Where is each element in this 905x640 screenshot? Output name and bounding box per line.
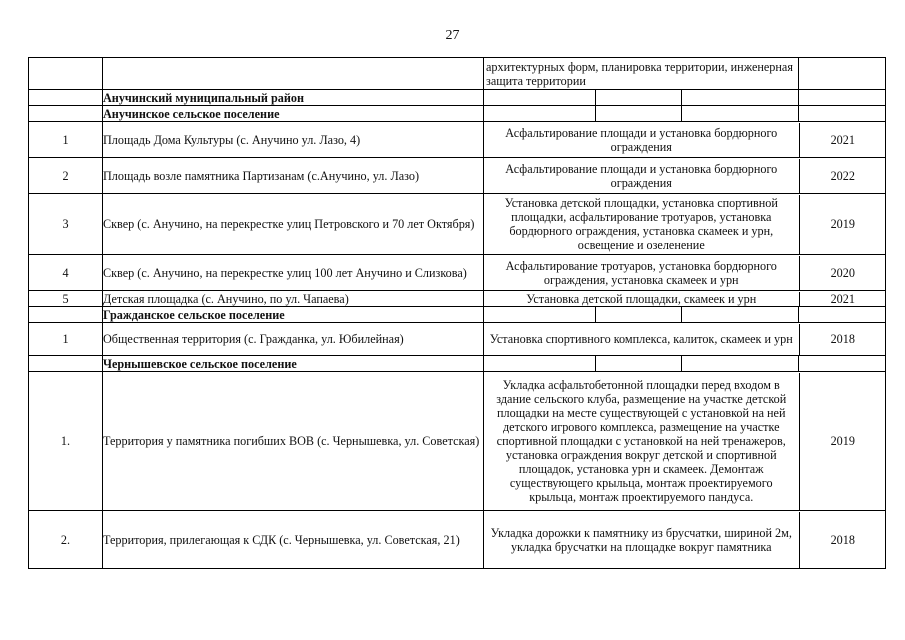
row-number: 2 xyxy=(29,158,103,194)
page-number: 27 xyxy=(445,28,460,43)
settlement-header-row xyxy=(29,307,886,323)
object-name: Общественная территория (с. Гражданка, ул. Юбилейная) xyxy=(103,323,484,356)
object-cell xyxy=(103,58,484,90)
district-title: Анучинский муниципальный район xyxy=(103,90,484,106)
table-row xyxy=(29,255,886,291)
work-cell: архитектурных форм, планировка территории, инженерная защита территории xyxy=(484,58,799,90)
table-row xyxy=(29,291,886,307)
year-value: 2018 xyxy=(830,332,855,346)
year-value: 2019 xyxy=(830,434,855,448)
work-description: Установка детской площадки, установка спортивной площадки, асфальтирование тротуаров, установка бордюрного ограждения, установка скамеек и урн, освещение и озеленение xyxy=(484,195,799,254)
table-row xyxy=(29,511,886,569)
year-value: 2018 xyxy=(830,532,855,547)
work-description: Укладка дорожки к памятнику из брусчатки, шириной 2м, укладка брусчатки на площадке вокруг памятника xyxy=(484,512,799,568)
row-number: 5 xyxy=(29,291,103,307)
row-number: 3 xyxy=(29,194,103,255)
settlement-header-row xyxy=(29,356,886,372)
table-row xyxy=(29,122,886,158)
improvement-objects-table xyxy=(28,57,886,569)
object-name: Детская площадка (с. Анучино, по ул. Чапаева) xyxy=(103,291,484,307)
continuation-row xyxy=(29,58,886,90)
year-value: 2022 xyxy=(830,168,855,183)
row-number: 2. xyxy=(29,511,103,569)
table-row xyxy=(29,323,886,356)
object-name: Площадь возле памятника Партизанам (с.Анучино, ул. Лазо) xyxy=(103,158,484,194)
district-header-row xyxy=(29,90,886,106)
work-description: Установка детской площадки, скамеек и урн xyxy=(484,292,799,306)
table-row xyxy=(29,194,886,255)
year-value: 2020 xyxy=(830,265,855,280)
year-cell xyxy=(799,58,886,90)
object-name: Площадь Дома Культуры (с. Анучино ул. Лазо, 4) xyxy=(103,122,484,158)
work-description: Асфальтирование площади и установка бордюрного ограждения xyxy=(484,123,799,157)
work-description: Укладка асфальтобетонной площадки перед входом в здание сельского клуба, размещение на участке детской площадки на месте существующей с установкой на ней детского игрового комплекса, размещение на участке спортивной площадки с установкой на ней тренажеров, установка ограждения вокруг детской и спортивной площадок, установка урн и скамеек. Демонтаж существующего крыльца, монтаж проектируемого крыльца, монтаж проектируемого пандуса. xyxy=(484,373,799,510)
table-row xyxy=(29,372,886,511)
object-name: Сквер (с. Анучино, на перекрестке улиц 100 лет Анучино и Слизкова) xyxy=(103,255,484,291)
settlement-title: Чернышевское сельское поселение xyxy=(103,356,484,372)
year-value: 2021 xyxy=(830,291,855,306)
num-cell xyxy=(29,58,103,90)
work-description: Асфальтирование площади и установка бордюрного ограждения xyxy=(484,159,799,193)
row-number: 1 xyxy=(29,122,103,158)
row-number: 1. xyxy=(29,372,103,511)
settlement-title: Анучинское сельское поселение xyxy=(103,106,484,122)
object-name: Сквер (с. Анучино, на перекрестке улиц Петровского и 70 лет Октября) xyxy=(103,194,484,255)
settlement-title: Гражданское сельское поселение xyxy=(103,307,484,323)
row-number: 4 xyxy=(29,255,103,291)
work-description: Асфальтирование тротуаров, установка бордюрного ограждения, установка скамеек и урн xyxy=(484,256,799,290)
settlement-header-row xyxy=(29,106,886,122)
row-number: 1 xyxy=(29,323,103,356)
year-value: 2019 xyxy=(830,217,855,231)
table-row xyxy=(29,158,886,194)
object-name: Территория у памятника погибших ВОВ (с. Чернышевка, ул. Советская) xyxy=(103,372,484,511)
object-name: Территория, прилегающая к СДК (с. Чернышевка, ул. Советская, 21) xyxy=(103,511,484,569)
year-value: 2021 xyxy=(830,132,855,147)
work-description: Установка спортивного комплекса, калиток, скамеек и урн xyxy=(484,324,799,355)
